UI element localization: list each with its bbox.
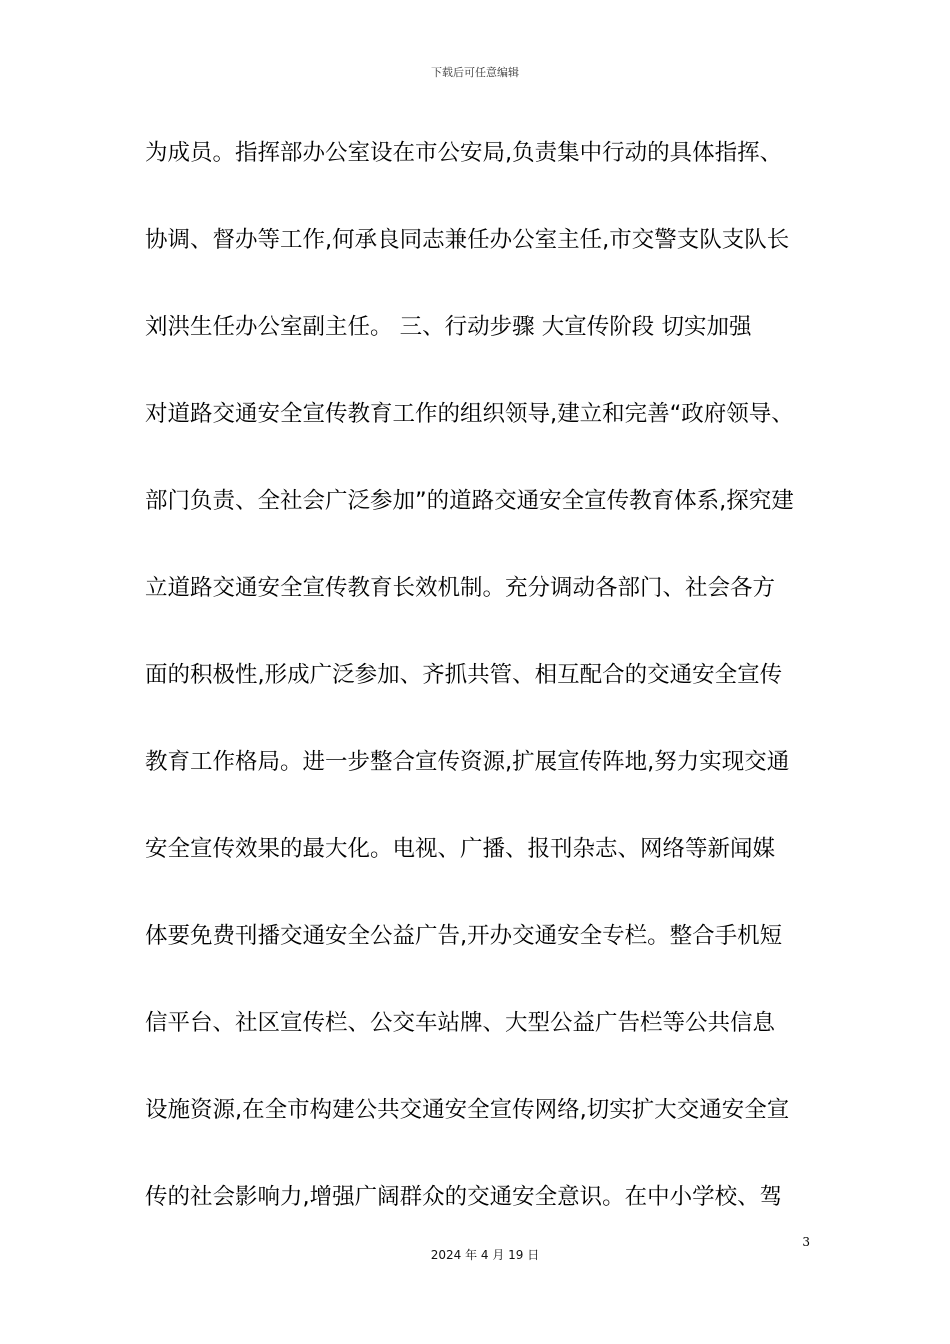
body-line: 安全宣传效果的最大化。电视、广播、报刊杂志、网络等新闻媒 <box>145 836 776 862</box>
header-text: 下载后可任意编辑 <box>431 66 519 79</box>
body-line: 信平台、社区宣传栏、公交车站牌、大型公益广告栏等公共信息 <box>145 1010 776 1036</box>
body-line: 刘洪生任办公室副主任。 三、行动步骤 大宣传阶段 切实加强 <box>145 314 752 340</box>
body-line: 为成员。指挥部办公室设在市公安局,负责集中行动的具体指挥、 <box>145 140 783 166</box>
body-line: 传的社会影响力,增强广阔群众的交通安全意识。在中小学校、驾 <box>145 1184 783 1210</box>
body-line: 教育工作格局。进一步整合宣传资源,扩展宣传阵地,努力实现交通 <box>145 749 790 775</box>
page-number: 3 <box>802 1235 810 1249</box>
body-line: 设施资源,在全市构建公共交通安全宣传网络,切实扩大交通安全宣 <box>145 1097 790 1123</box>
body-line: 对道路交通安全宣传教育工作的组织领导,建立和完善“政府领导、 <box>145 401 794 427</box>
body-line: 面的积极性,形成广泛参加、齐抓共管、相互配合的交通安全宣传 <box>145 662 783 688</box>
body-line: 立道路交通安全宣传教育长效机制。充分调动各部门、社会各方 <box>145 575 776 601</box>
page-header <box>0 66 950 80</box>
document-body <box>145 121 815 1252</box>
body-line: 体要免费刊播交通安全公益广告,开办交通安全专栏。整合手机短 <box>145 923 783 949</box>
footer-date: 2024 年 4 月 19 日 <box>430 1248 540 1262</box>
body-line: 部门负责、全社会广泛参加”的道路交通安全宣传教育体系,探究建 <box>145 488 794 514</box>
body-line: 协调、督办等工作,何承良同志兼任办公室主任,市交警支队支队长 <box>145 227 790 253</box>
page-footer <box>0 1248 950 1262</box>
